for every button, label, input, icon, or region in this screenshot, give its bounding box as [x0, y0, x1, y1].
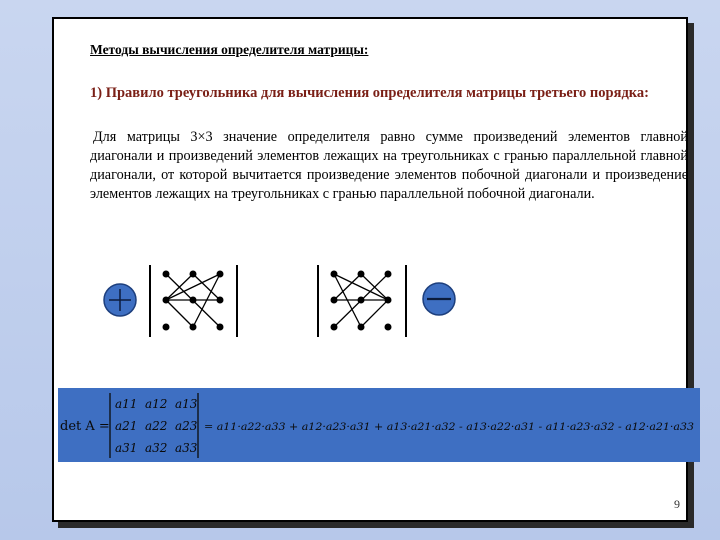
matrix-cell: a13 — [175, 397, 198, 411]
triangle-rule-diagram — [54, 19, 690, 379]
section-heading: 1) Правило треугольника для вычисления определителя матрицы третьего порядка: — [90, 85, 649, 101]
formula-matrix — [115, 397, 198, 455]
formula-lhs: det A = — [60, 419, 110, 434]
formula-rhs: = a11·a22·a33 + a12·a23·a31 + a13·a21·a32 - a13·a22·a31 - a11·a23·a32 - a12·a21·a33 — [204, 421, 695, 433]
matrix-cell: a21 — [115, 419, 138, 433]
determinant-formula — [58, 388, 700, 462]
matrix-cell: a12 — [145, 397, 168, 411]
slide-title: Методы вычисления определителя матрицы: — [90, 42, 369, 57]
formula-svg — [58, 388, 700, 462]
matrix-cell: a11 — [115, 397, 138, 411]
matrix-cell: a32 — [145, 441, 168, 455]
minus-sign-icon — [423, 283, 455, 315]
matrix-cell: a23 — [175, 419, 198, 433]
matrix-cell: a22 — [145, 419, 168, 433]
rule-description: Для матрицы 3×3 значение определителя равно сумме произведений элементов главной диагонали и произведений элементов лежащих на треугольниках с гранью параллельной главной диагонали, от которой вычитается произведение элементов побочной диагонали и произведение элементов лежащих на треугольниках с гранью параллельной побочной диагонали. — [90, 129, 688, 202]
page-number: 9 — [674, 497, 680, 511]
matrix-cell: a31 — [115, 441, 138, 455]
slide — [52, 17, 695, 522]
matrix-cell: a33 — [175, 441, 198, 455]
plus-sign-icon — [104, 284, 136, 316]
